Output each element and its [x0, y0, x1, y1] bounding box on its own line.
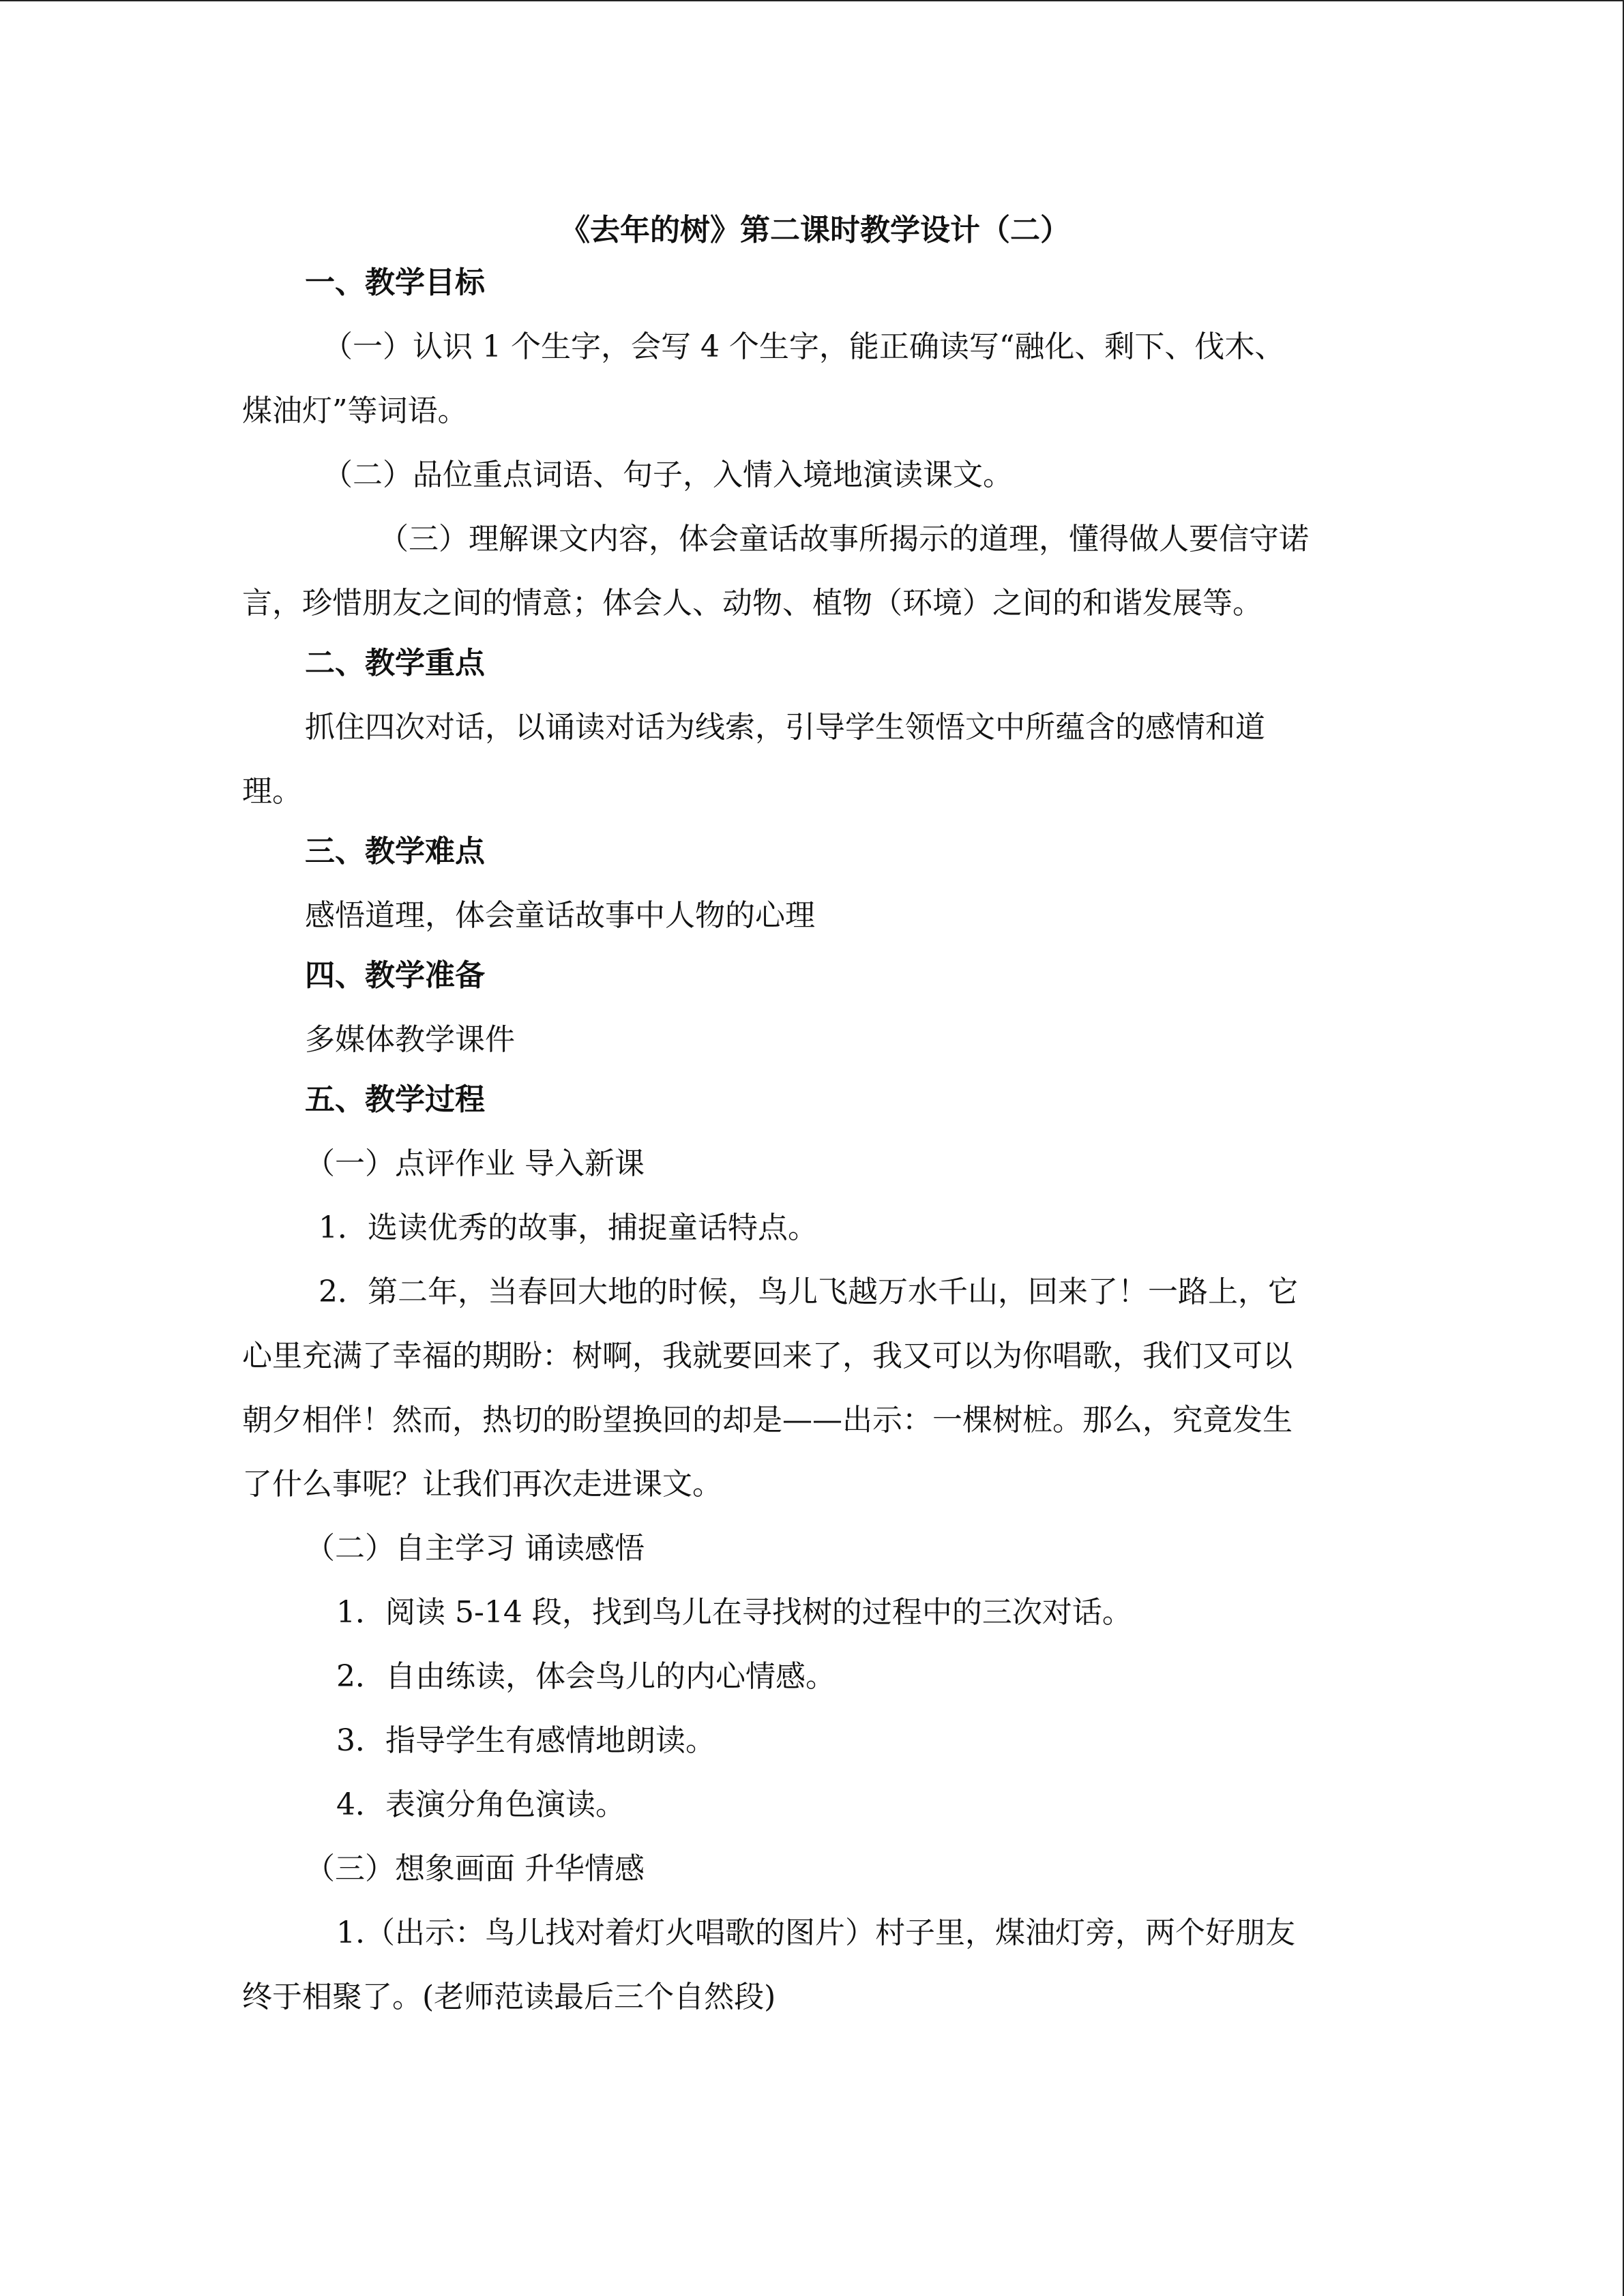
goal-1-line-1: （一）认识 1 个生字，会写 4 个生字，能正确读写“融化、剩下、伐木、 — [323, 329, 1285, 364]
process-part-2-item-1: 1．阅读 5-14 段，找到鸟儿在寻找树的过程中的三次对话。 — [336, 1595, 1132, 1630]
process-part-1-item-2-line-3: 朝夕相伴！然而，热切的盼望换回的却是——出示：一棵树桩。那么，究竟发生 — [242, 1403, 1293, 1437]
process-part-1-item-2-line-2: 心里充满了幸福的期盼：树啊，我就要回来了，我又可以为你唱歌，我们又可以 — [242, 1339, 1293, 1373]
heading-process: 五、教学过程 — [305, 1082, 485, 1117]
process-part-3-item-1-line-2: 终于相聚了。(老师范读最后三个自然段) — [242, 1980, 776, 2014]
document-content — [242, 206, 1388, 2029]
process-part-1-item-2-line-4: 了什么事呢？让我们再次走进课文。 — [242, 1467, 722, 1502]
goal-1-line-2: 煤油灯”等词语。 — [242, 393, 468, 428]
process-part-1-title: （一）点评作业 导入新课 — [305, 1146, 645, 1181]
difficulty-line: 感悟道理，体会童话故事中人物的心理 — [305, 898, 815, 933]
preparation-line: 多媒体教学课件 — [305, 1022, 515, 1057]
process-part-3-title: （三）想象画面 升华情感 — [305, 1851, 645, 1886]
process-part-2-item-3: 3．指导学生有感情地朗读。 — [336, 1723, 715, 1758]
process-part-2-title: （二）自主学习 诵读感悟 — [305, 1531, 645, 1566]
goal-2: （二）品位重点词语、句子，入情入境地演读课文。 — [323, 458, 1013, 492]
heading-difficulty: 三、教学难点 — [305, 834, 485, 869]
process-part-2-item-2: 2．自由练读，体会鸟儿的内心情感。 — [336, 1659, 836, 1694]
key-line-2: 理。 — [242, 774, 302, 809]
document-title: 《去年的树》第二课时教学设计（二） — [560, 213, 1070, 248]
process-part-2-item-4: 4．表演分角色演读。 — [336, 1787, 625, 1822]
process-part-3-item-1-line-1: 1.（出示：鸟儿找对着灯火唱歌的图片）村子里，煤油灯旁，两个好朋友 — [336, 1915, 1295, 1950]
key-line-1: 抓住四次对话，以诵读对话为线索，引导学生领悟文中所蕴含的感情和道 — [305, 710, 1265, 745]
heading-key-points: 二、教学重点 — [305, 646, 485, 681]
heading-goals: 一、教学目标 — [305, 265, 485, 300]
heading-preparation: 四、教学准备 — [305, 958, 485, 993]
goal-3-line-1: （三）理解课文内容，体会童话故事所揭示的道理，懂得做人要信守诺 — [379, 522, 1309, 556]
process-part-1-item-1: 1．选读优秀的故事，捕捉童话特点。 — [319, 1210, 818, 1245]
goal-3-line-2: 言，珍惜朋友之间的情意；体会人、动物、植物（环境）之间的和谐发展等。 — [242, 586, 1263, 621]
process-part-1-item-2-line-1: 2．第二年，当春回大地的时候，鸟儿飞越万水千山，回来了！一路上，它 — [319, 1274, 1298, 1309]
